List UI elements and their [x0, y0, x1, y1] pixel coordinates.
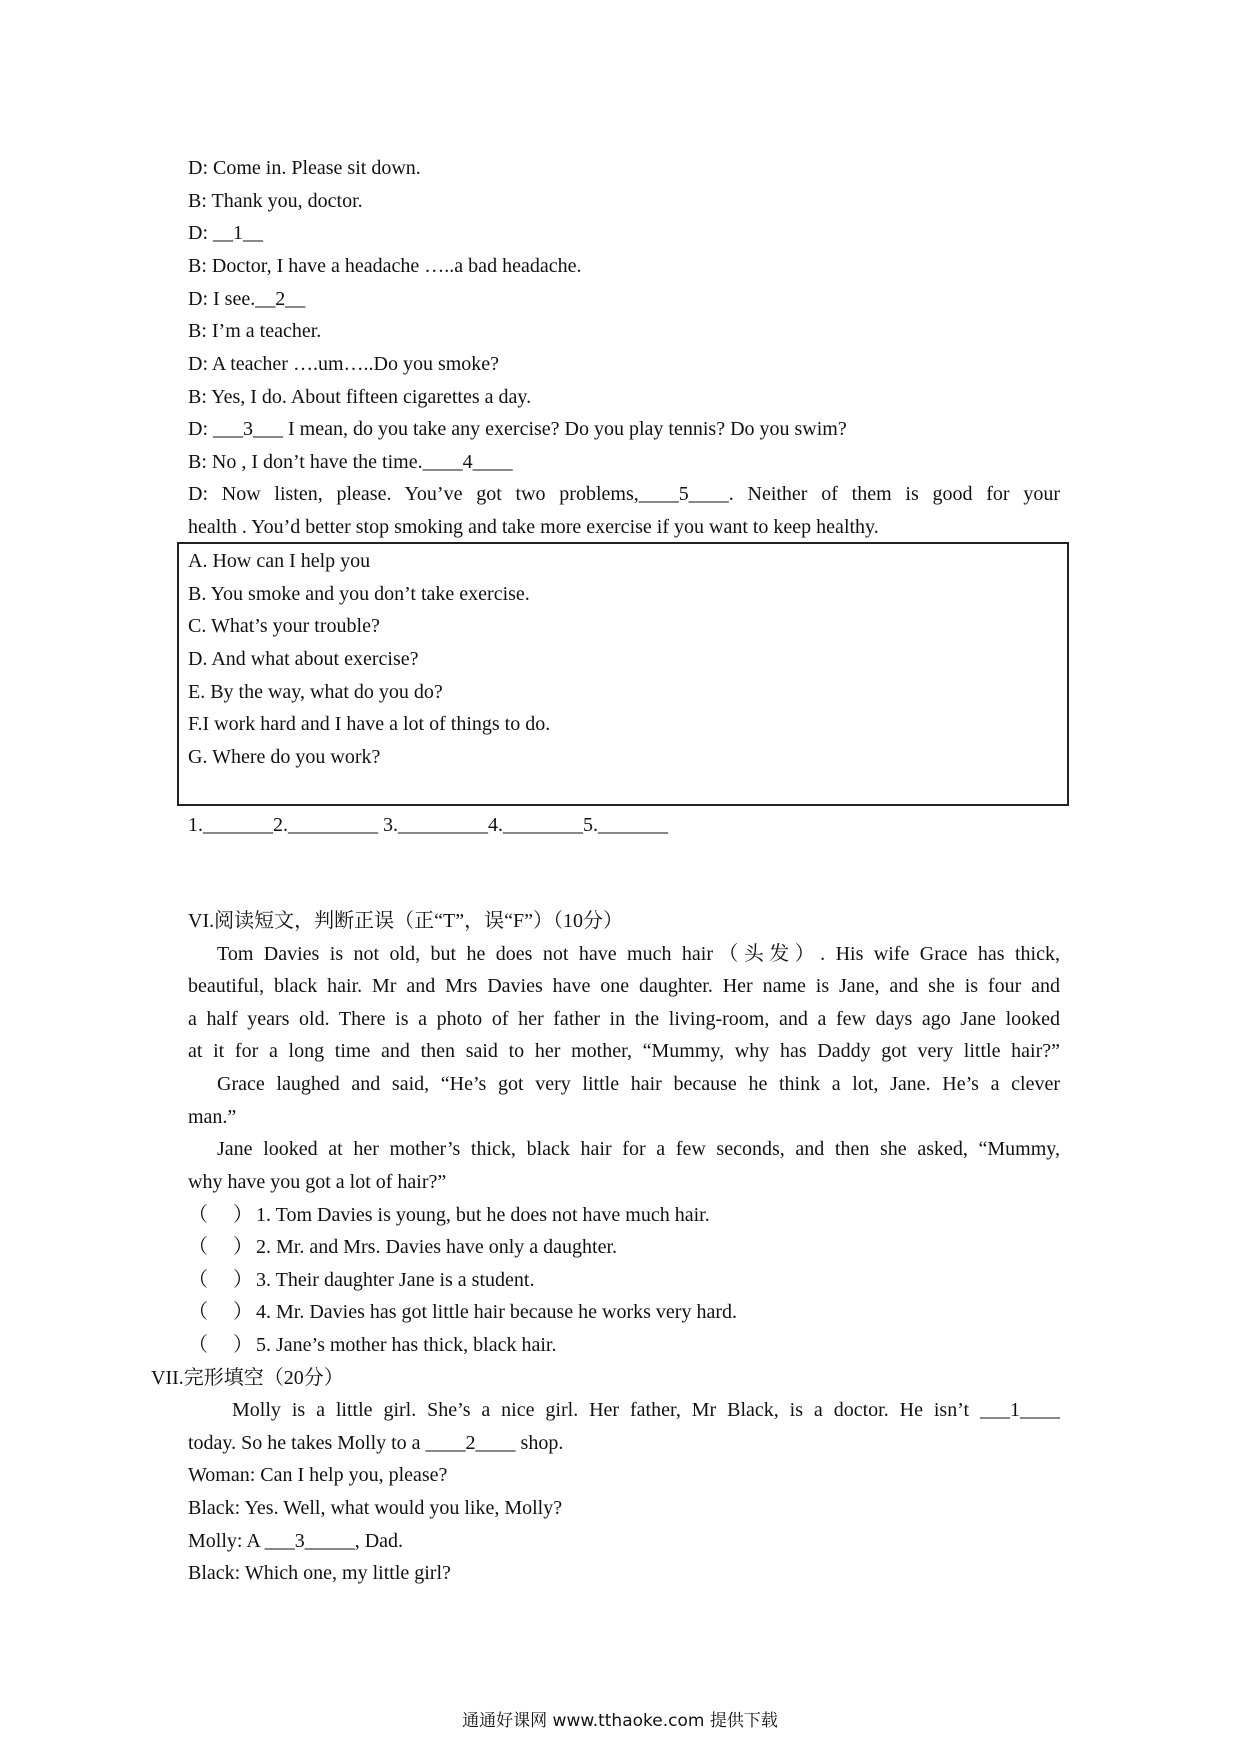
passage-line: Grace laughed and said, “He’s got very little hair because he think a lot, Jane. He’s a clever — [217, 1073, 1060, 1095]
dialogue-line: health . You’d better stop smoking and take more exercise if you want to keep healthy. — [188, 516, 879, 538]
passage-line: at it for a long time and then said to her mother, “Mummy, why has Daddy got very little hair?” — [188, 1040, 1060, 1062]
cloze-line: today. So he takes Molly to a ____2____ shop. — [188, 1432, 564, 1454]
option-item: G. Where do you work? — [188, 746, 381, 768]
passage-line: why have you got a lot of hair?” — [188, 1171, 447, 1193]
statement-text: 1. Tom Davies is young, but he does not have much hair. — [256, 1204, 710, 1226]
passage-line: a half years old. There is a photo of her father in the living-room, and a few days ago Jane looked — [188, 1008, 1060, 1030]
statement-row — [188, 1333, 556, 1357]
option-item: C. What’s your trouble? — [188, 615, 380, 637]
dialogue-line: B: Doctor, I have a headache …..a bad headache. — [188, 255, 582, 277]
cloze-line: Molly: A ___3_____, Dad. — [188, 1530, 404, 1552]
dialogue-line: B: No , I don’t have the time.____4____ — [188, 451, 513, 473]
option-item: A. How can I help you — [188, 550, 371, 572]
statement-text: 3. Their daughter Jane is a student. — [256, 1269, 535, 1291]
option-item: F.I work hard and I have a lot of things to do. — [188, 713, 551, 735]
cloze-line: Black: Which one, my little girl? — [188, 1562, 451, 1584]
statement-text: 2. Mr. and Mrs. Davies have only a daughter. — [256, 1236, 618, 1258]
statement-text: 5. Jane’s mother has thick, black hair. — [256, 1334, 557, 1356]
dialogue-line: B: Yes, I do. About fifteen cigarettes a day. — [188, 386, 532, 408]
cloze-line: Black: Yes. Well, what would you like, Molly? — [188, 1497, 563, 1519]
statement-row — [188, 1268, 534, 1292]
page-footer: 通通好课网 www.tthaoke.com 提供下载 — [462, 1711, 778, 1731]
dialogue-line: B: I’m a teacher. — [188, 320, 322, 342]
statement-row — [188, 1300, 737, 1324]
answer-line: 1._______2._________ 3._________4.________5._______ — [188, 814, 668, 836]
option-item: B. You smoke and you don’t take exercise. — [188, 583, 530, 605]
passage-line: beautiful, black hair. Mr and Mrs Davies have one daughter. Her name is Jane, and she is four and — [188, 975, 1060, 997]
option-item: E. By the way, what do you do? — [188, 681, 443, 703]
section6-title: VI.阅读短文，判断正误（正“T”，误“F”）（10分） — [188, 910, 623, 932]
statement-row — [188, 1235, 617, 1259]
answer-paren: （ ） — [188, 1204, 253, 1226]
answer-paren: （ ） — [188, 1269, 253, 1291]
answer-paren: （ ） — [188, 1301, 253, 1323]
statement-row — [188, 1203, 710, 1227]
dialogue-line: D: A teacher ….um…..Do you smoke? — [188, 353, 500, 375]
option-item: D. And what about exercise? — [188, 648, 419, 670]
dialogue-line: D: I see.__2__ — [188, 288, 306, 310]
passage-line: Jane looked at her mother’s thick, black hair for a few seconds, and then she asked, “Mummy, — [217, 1138, 1060, 1160]
dialogue-line: D: ___3___ I mean, do you take any exercise? Do you play tennis? Do you swim? — [188, 418, 847, 440]
passage-line: Tom Davies is not old, but he does not have much hair（头发）. His wife Grace has thick, — [217, 943, 1060, 965]
cloze-line: Molly is a little girl. She’s a nice girl. Her father, Mr Black, is a doctor. He isn’t ___1____ — [232, 1399, 1060, 1421]
cloze-line: Woman: Can I help you, please? — [188, 1464, 448, 1486]
answer-paren: （ ） — [188, 1236, 253, 1258]
answer-paren: （ ） — [188, 1334, 253, 1356]
dialogue-line: B: Thank you, doctor. — [188, 190, 363, 212]
dialogue-line: D: Come in. Please sit down. — [188, 157, 421, 179]
section7-title: VII.完形填空（20分） — [151, 1367, 344, 1389]
dialogue-line: D: __1__ — [188, 222, 263, 244]
statement-text: 4. Mr. Davies has got little hair because he works very hard. — [256, 1301, 737, 1323]
dialogue-line: D: Now listen, please. You’ve got two problems,____5____. Neither of them is good for your — [188, 483, 1060, 505]
passage-line: man.” — [188, 1106, 237, 1128]
